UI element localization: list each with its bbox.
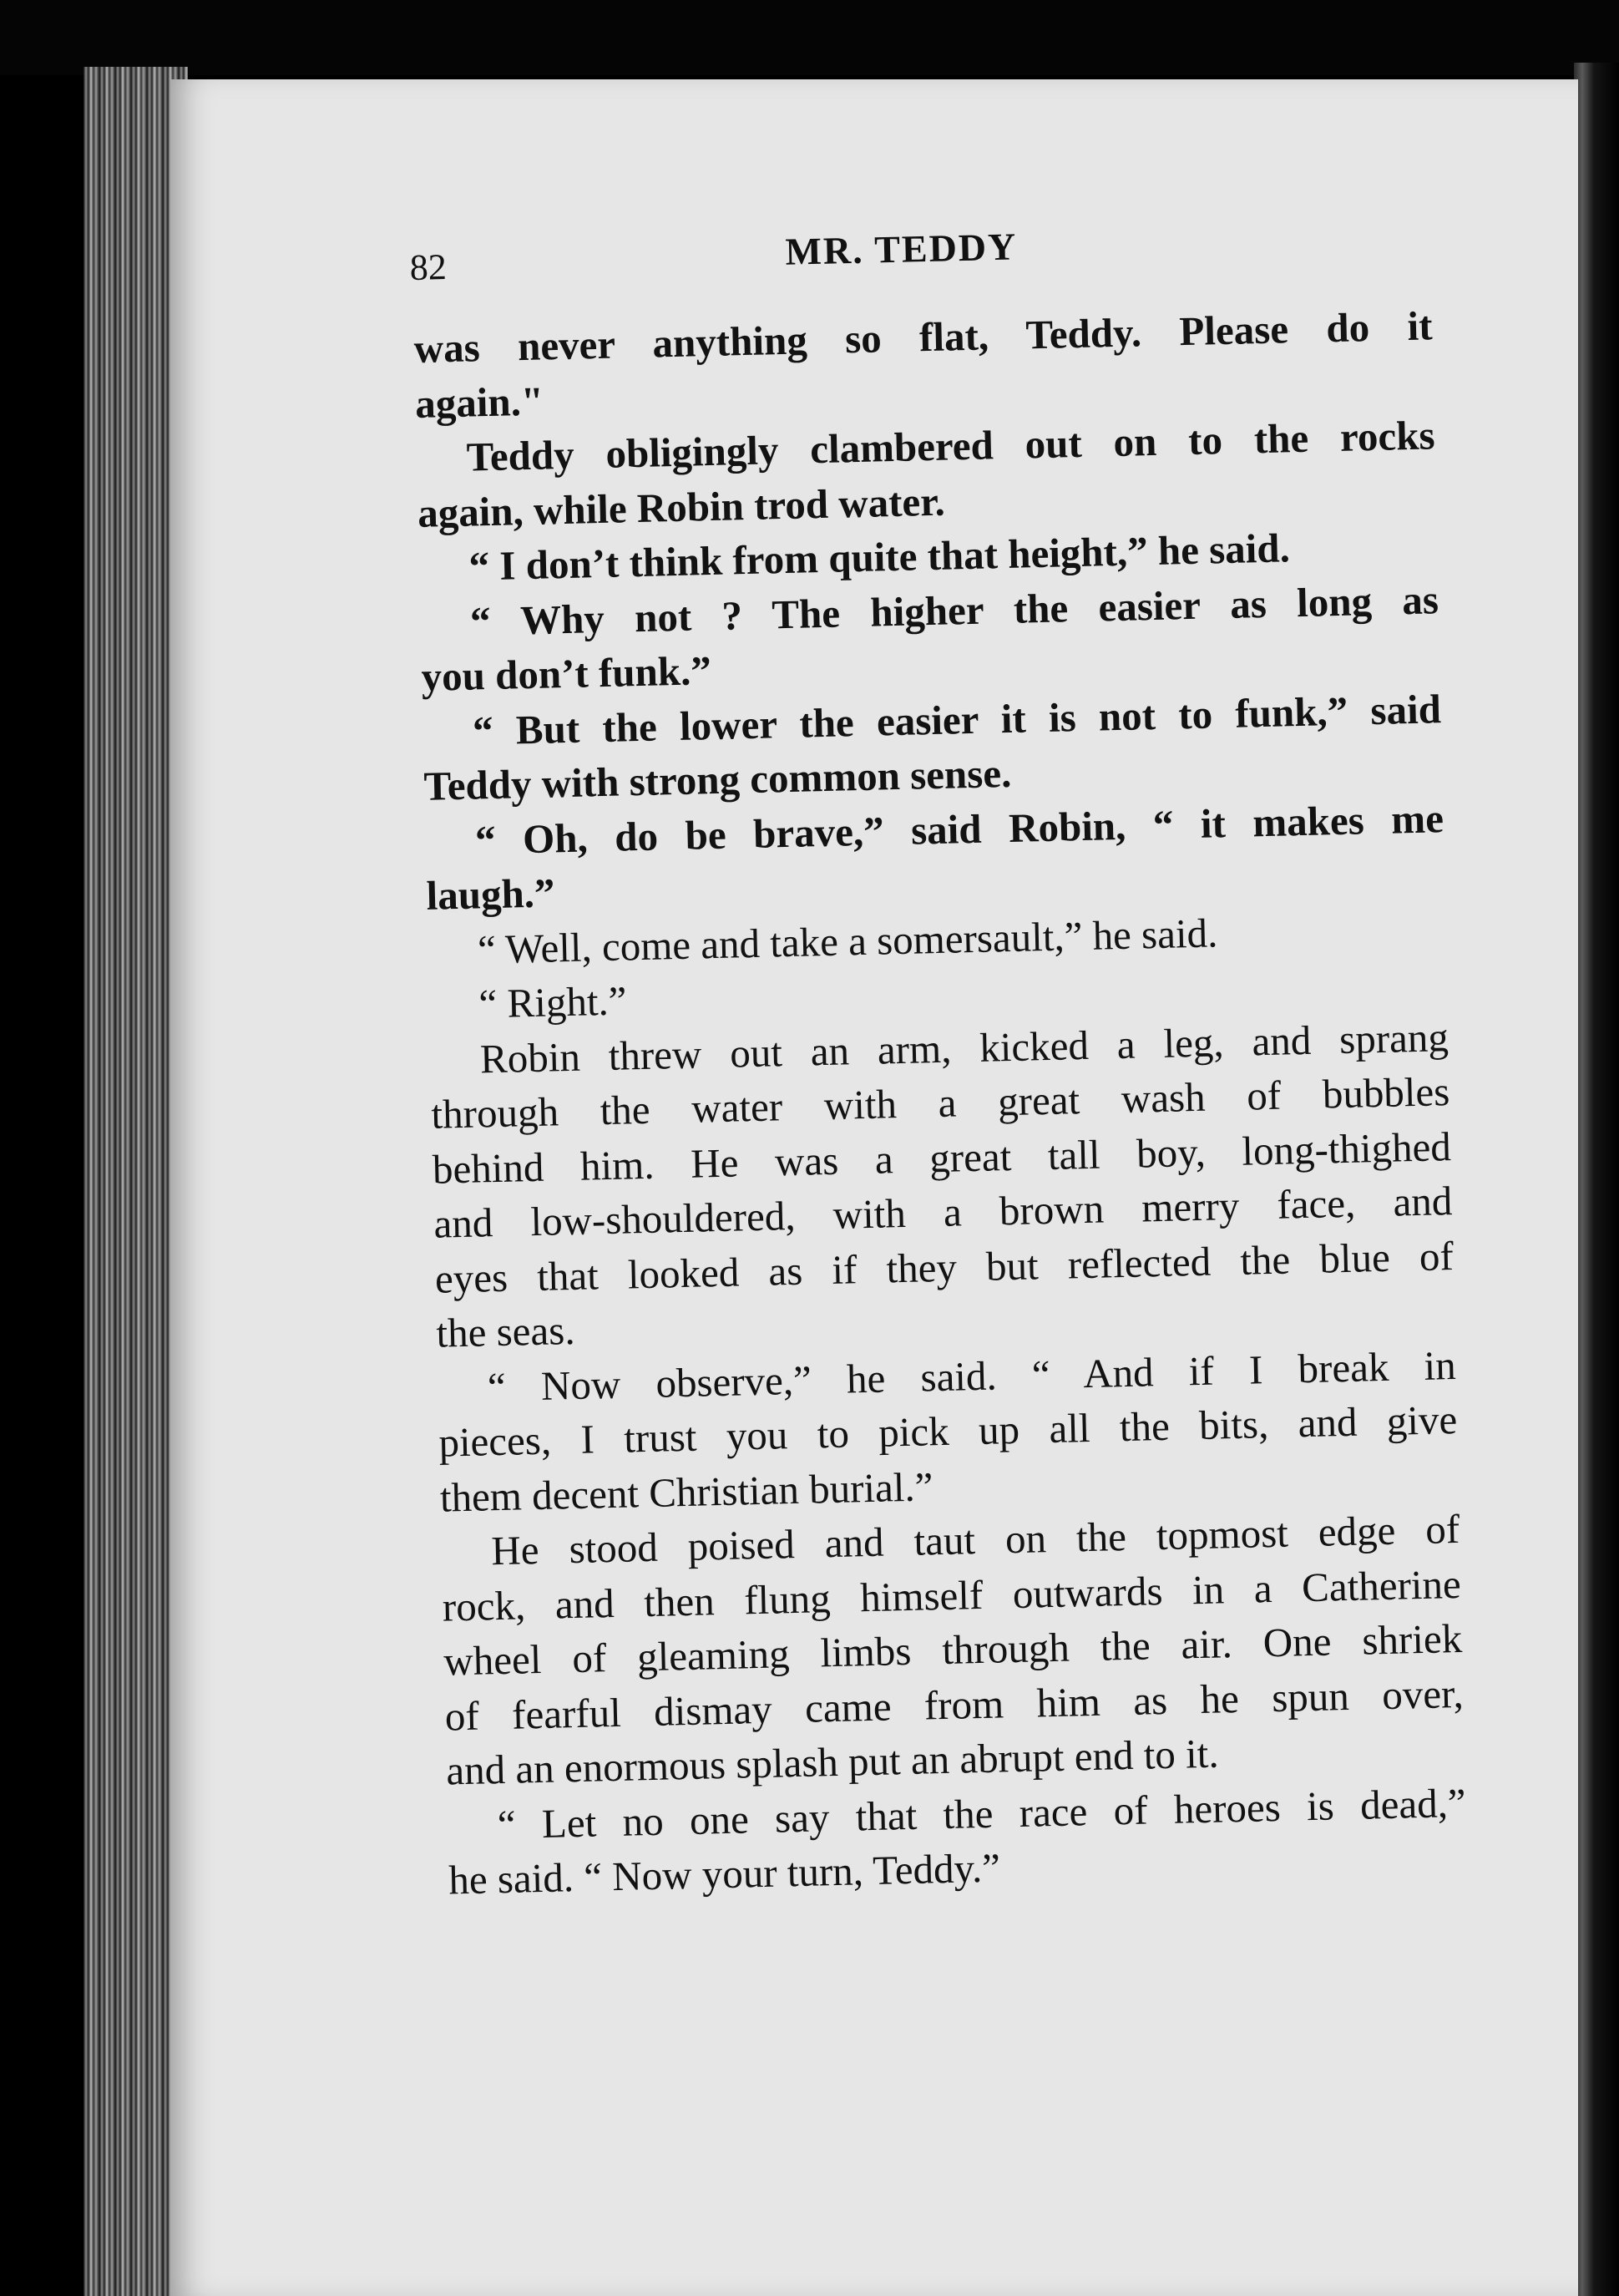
text-line: them decent Christian burial.” [439,1462,933,1521]
running-title: MR. TEDDY [784,225,1018,273]
text-line: of fearful dismay came from him as he spun over, [444,1670,1465,1740]
text-line: the seas. [435,1306,576,1356]
text-line: he said. “ Now your turn, Teddy.” [448,1844,1001,1903]
text-line: through the water with a great wash of bubbles [430,1068,1450,1138]
text-line: eyes that looked as if they but reflected the blue of [434,1232,1455,1302]
text-line: Teddy with strong common sense. [423,749,1012,809]
text-line: Teddy obligingly clambered out on to the rocks [466,412,1436,480]
text-line: you don’t funk.” [421,647,712,700]
text-line: Robin threw out an arm, kicked a leg, and sprang [479,1013,1450,1082]
scan-border-right [1574,63,1619,2296]
text-line: was never anything so flat, Teddy. Please do it [413,302,1434,372]
text-line: and an enormous splash put an abrupt end to it. [445,1730,1220,1794]
text-line: “ Oh, do be brave,” said Robin, “ it makes me [474,794,1444,863]
text-line: wheel of gleaming limbs through the air. One shriek [443,1614,1463,1685]
text-line: “ Well, come and take a somersault,” he said. [477,909,1218,972]
text-line: He stood poised and taut on the topmost edge of [490,1505,1460,1574]
text-line: rock, and then flung himself outwards in a Catherine [442,1560,1462,1630]
text-line: again." [414,377,544,427]
text-line: “ I don’t think from quite that height,” he said. [468,525,1291,590]
text-line: and low-shouldered, with a brown merry face, and [433,1178,1453,1247]
page-number: 82 [409,246,448,288]
text-line: “ Now observe,” he said. “ And if I break in [487,1341,1457,1410]
text-line: “ Why not ? The higher the easier as long as [469,575,1439,645]
text-line: behind him. He was a great tall boy, long-thighed [432,1123,1452,1193]
scan-border-top [0,0,1619,75]
text-line: pieces, I trust you to pick up all the bits, and give [438,1396,1458,1466]
text-line: again, while Robin trod water. [417,478,946,536]
text-line: “ But the lower the easier it is not to funk,” said [472,685,1442,754]
text-line: “ Let no one say that the race of heroes is dead,” [497,1779,1467,1847]
text-line: laugh.” [425,869,556,919]
body-text [413,298,1468,1908]
text-line: “ Right.” [478,977,628,1027]
